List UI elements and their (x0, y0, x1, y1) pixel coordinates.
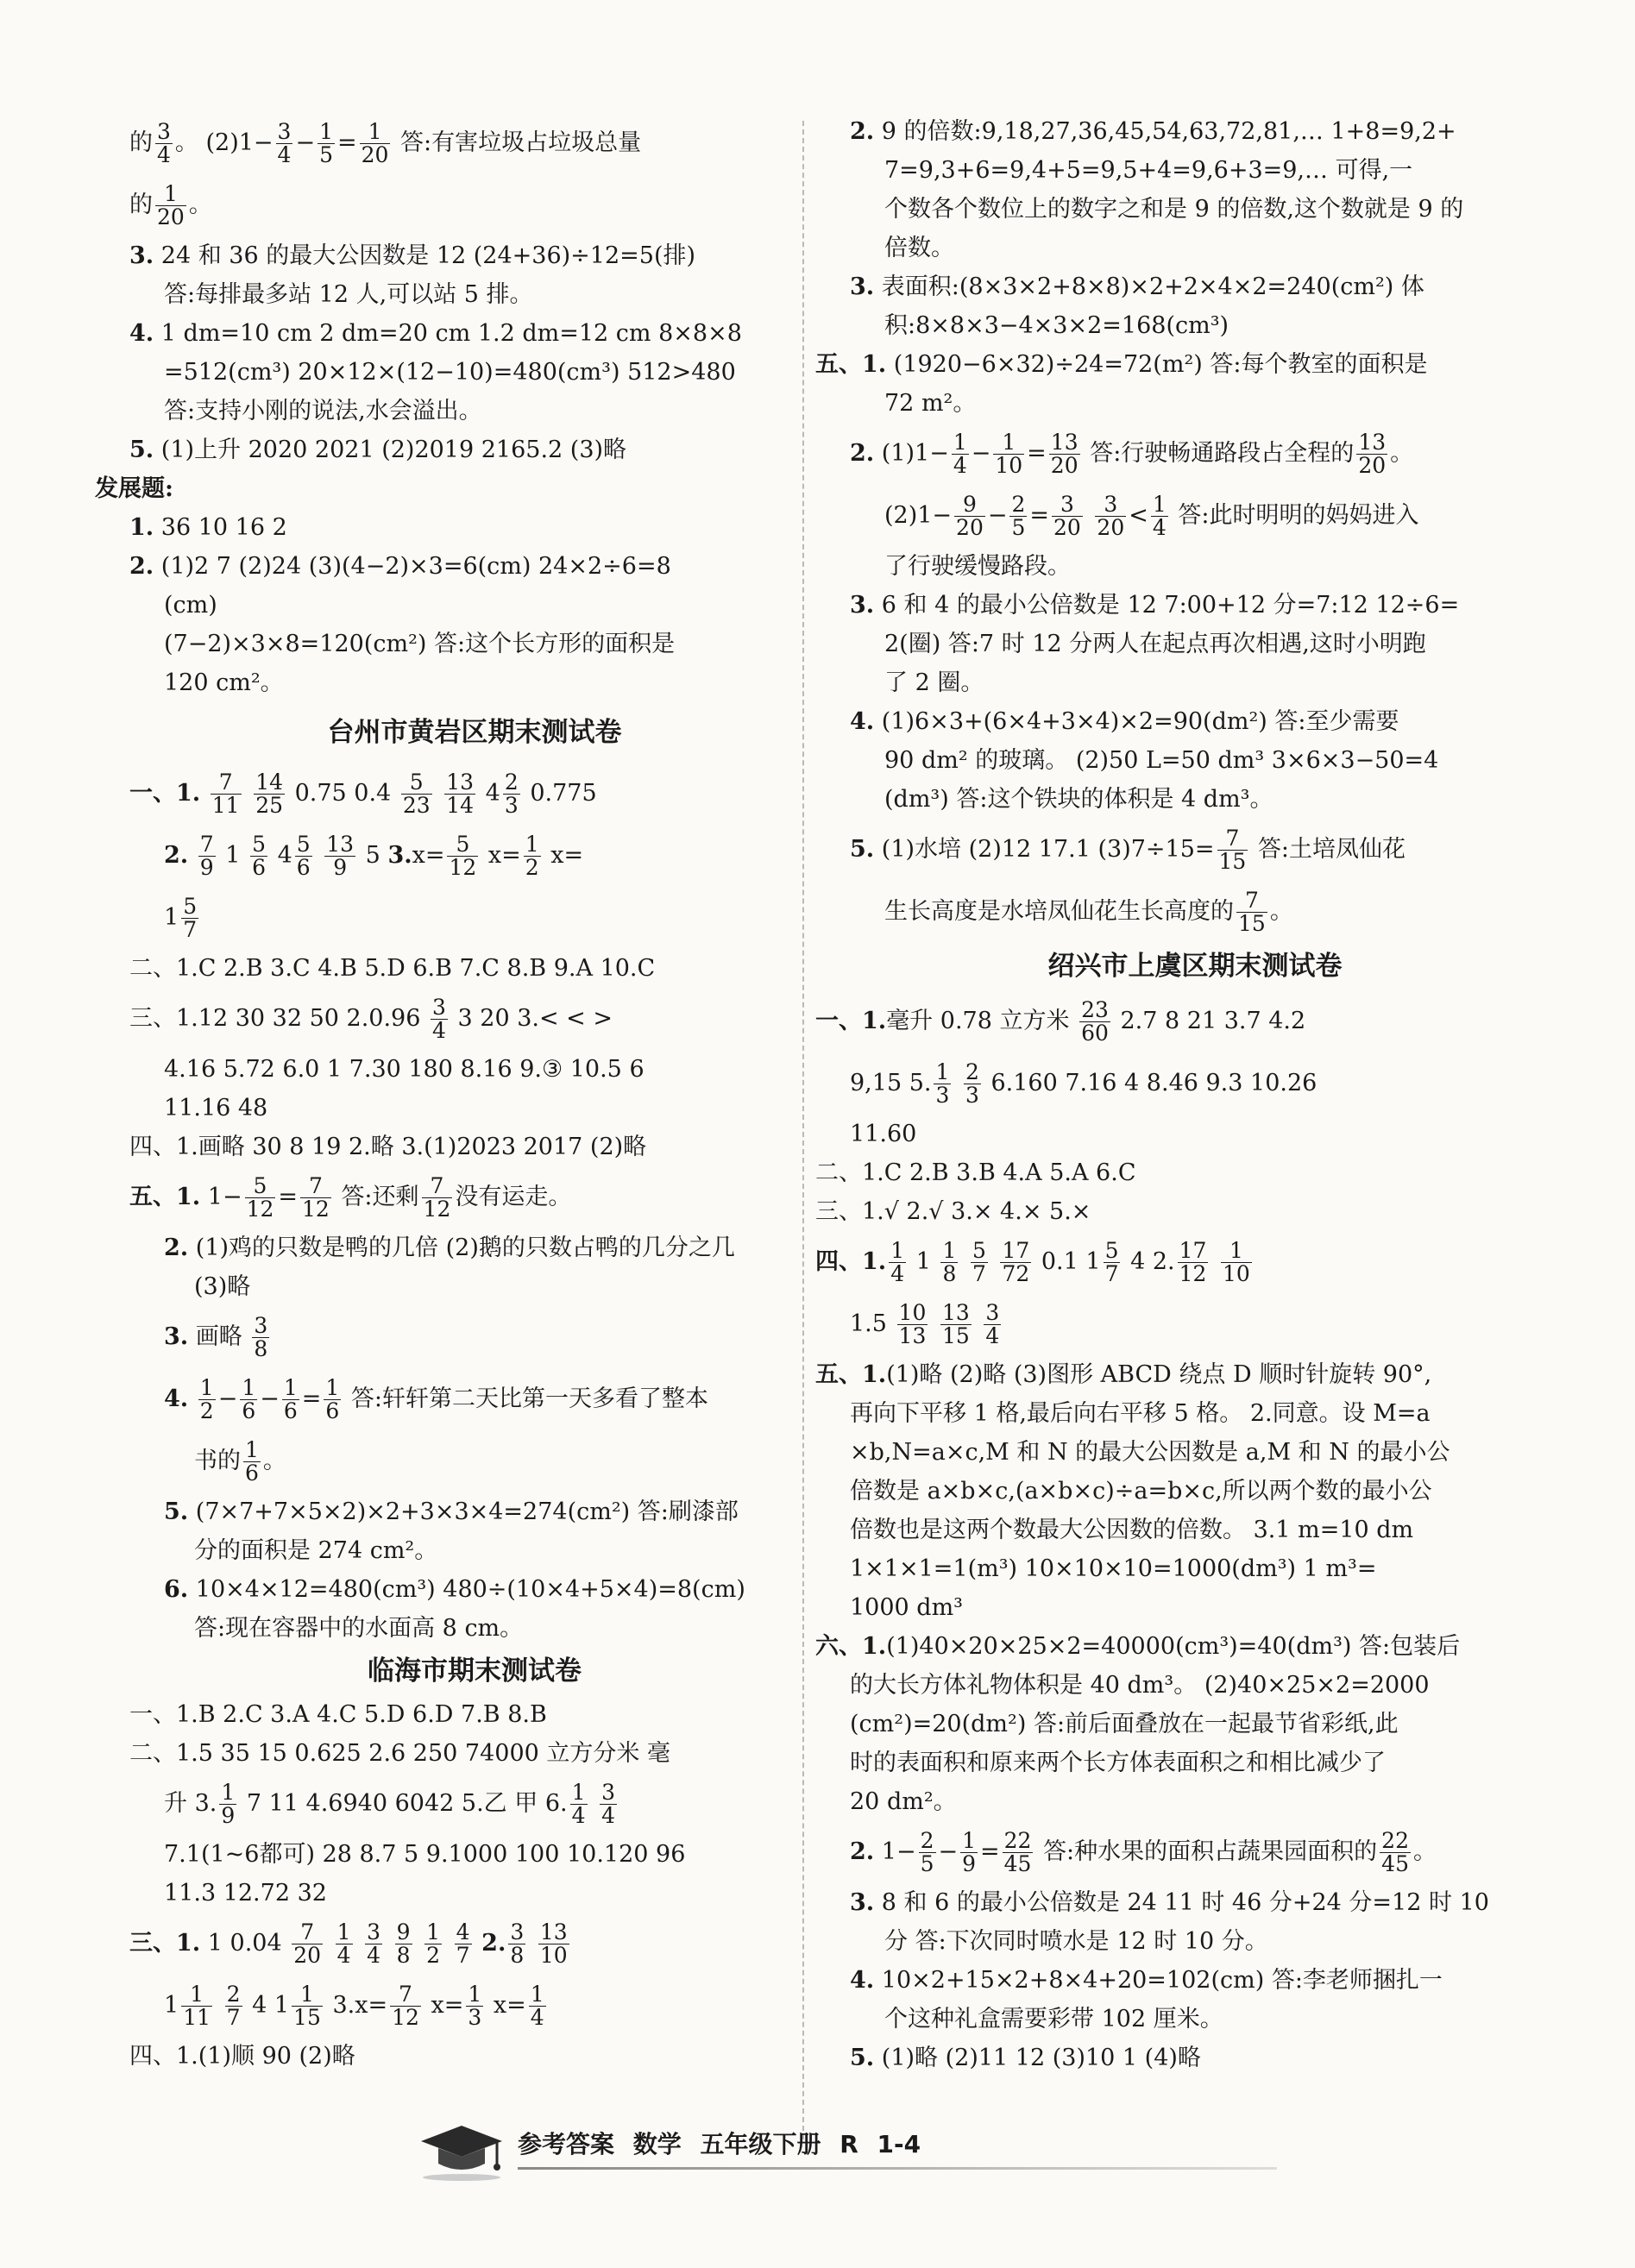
fraction: $\frac{13}{9}$ (326, 831, 355, 880)
fraction: $\frac{13}{15}$ (941, 1299, 970, 1348)
item-number: 2. (850, 440, 875, 467)
fraction: $\frac{5}{23}$ (402, 769, 431, 818)
fraction: $\frac{1}{6}$ (242, 1374, 256, 1423)
answer-line: 2. 9 的倍数:9,18,27,36,45,54,63,72,81,… 1+8=9,2+ (850, 118, 1456, 145)
answer-line (129, 314, 820, 353)
answer-line: 3. 8 和 6 的最小公倍数是 24 11 时 46 分+24 分=12 时 10 (850, 1889, 1489, 1916)
answer-line: 答:支持小刚的说法,水会溢出。 (164, 398, 482, 424)
answer-line: 一、1.B 2.C 3.A 4.C 5.D 6.D 7.B 8.B (129, 1701, 547, 1728)
answer-line: 分 答:下次同时喷水是 12 时 10 分。 (884, 1928, 1268, 1955)
answer-line: 3. 画略 $\frac{3}{8}$ (164, 1312, 268, 1361)
answer-line: 了行驶缓慢路段。 (884, 553, 1071, 580)
answer-line: 四、1. $\frac{1}{4}$ 1 $\frac{1}{8}$ $\frac{5}{7}$ $\frac{17}{72}$ 0.1 1 $\frac{5}{7}$ 4 2. $\frac{17}{12}$ $\frac{1}{10}$ (815, 1237, 1250, 1286)
answer-line: 4. 10×2+15×2+8×4+20=102(cm) 答:李老师捆扎一 (850, 1967, 1443, 1994)
answer-line: 120 cm²。 (164, 669, 284, 696)
answer-line: 积:8×8×3−4×3×2=168(cm³) (884, 312, 1229, 339)
answer-line: 5. (7×7+7×5×2)×2+3×3×4=274(cm²) 答:刷漆部 (164, 1498, 739, 1525)
fraction: $\frac{4}{7}$ (456, 1919, 470, 1968)
fraction: $\frac{1}{3}$ (935, 1059, 950, 1108)
fraction: $\frac{1}{4}$ (1152, 491, 1167, 540)
fraction: $\frac{5}{12}$ (449, 831, 477, 880)
answer-line: (dm³) 答:这个铁块的体积是 4 dm³。 (884, 786, 1273, 813)
answer-line: 6. 10×4×12=480(cm³) 480÷(10×4+5×4)=8(cm) (164, 1576, 745, 1603)
fraction: $\frac{5}{6}$ (252, 831, 266, 880)
fraction: $\frac{1}{11}$ (183, 1981, 211, 2030)
answer-line: 1 $\frac{1}{11}$ $\frac{2}{7}$ 4 1 $\frac{1}{15}$ 3.x= $\frac{7}{12}$ x= $\frac{1}{3}$ x= $\frac{1}{4}$ (164, 1981, 544, 2030)
fraction: $\frac{7}{12}$ (302, 1172, 330, 1222)
answer-line: 倍数。 (884, 235, 954, 261)
answer-line: 1×1×1=1(m³) 10×10×10=1000(dm³) 1 m³= (850, 1555, 1377, 1582)
answer-line: 11.3 12.72 32 (164, 1880, 327, 1907)
answer-line: 1 $\frac{5}{7}$ (164, 893, 198, 942)
fraction: $\frac{1}{2}$ (199, 1374, 214, 1423)
item-number: 1. (129, 514, 154, 541)
answer-line: 4.16 5.72 6.0 1 7.30 180 8.16 9.③ 10.5 6 (164, 1056, 645, 1083)
fraction: $\frac{5}{12}$ (246, 1172, 274, 1222)
fraction: $\frac{1}{4}$ (530, 1981, 544, 2030)
answer-line: (cm) (164, 592, 217, 619)
fraction: $\frac{1}{15}$ (293, 1981, 321, 2030)
answer-line: 20 dm²。 (850, 1788, 957, 1815)
text: 36 10 16 2 (160, 514, 287, 541)
text: 。 (2)1− (174, 129, 274, 156)
answer-line: 4. (1)6×3+(6×4+3×4)×2=90(dm²) 答:至少需要 (850, 708, 1399, 735)
item-number: 五、1. (815, 351, 887, 378)
fraction: $\frac{2}{5}$ (920, 1827, 934, 1876)
item-number: 4. (164, 1385, 189, 1412)
fraction: $\frac{1}{6}$ (245, 1436, 259, 1486)
fraction: $\frac{22}{45}$ (1003, 1827, 1032, 1876)
answer-line: 倍数是 a×b×c,(a×b×c)÷a=b×c,所以两个数的最小公 (850, 1478, 1432, 1505)
answer-line: (3)略 (194, 1273, 251, 1300)
fraction: $\frac{3}{4}$ (157, 118, 171, 167)
fraction: $\frac{7}{15}$ (1218, 825, 1247, 874)
item-number: 5. (850, 2045, 875, 2071)
fraction: $\frac{1}{10}$ (995, 429, 1023, 478)
answer-line: 72 m²。 (884, 390, 977, 417)
fraction: $\frac{1}{3}$ (468, 1981, 482, 2030)
answer-line: 7.1(1~6都可) 28 8.7 5 9.1000 100 10.120 96 (164, 1841, 686, 1868)
item-number: 一、1. (129, 780, 201, 807)
answer-line: (2)1− $\frac{9}{20}$ − $\frac{2}{5}$ = $\frac{3}{20}$ $\frac{3}{20}$ < $\frac{1}{4}$ 答:此时明明的妈妈进入 (884, 491, 1419, 540)
answer-line: 的 $\frac{3}{4}$ 。 (2)1− $\frac{3}{4}$ − $\frac{1}{5}$ = $\frac{1}{20}$ 答:有害垃圾占垃圾总量 (129, 118, 642, 167)
section-label: 发展题: (95, 475, 173, 502)
answer-line: 四、1.(1)顺 90 (2)略 (129, 2043, 355, 2070)
fraction: $\frac{7}{20}$ (293, 1919, 322, 1968)
item-number: 5. (164, 1498, 189, 1525)
fraction: $\frac{3}{4}$ (277, 118, 292, 167)
answer-line: 1000 dm³ (850, 1594, 964, 1621)
fraction: $\frac{1}{5}$ (319, 118, 333, 167)
fraction: $\frac{5}{7}$ (972, 1237, 986, 1286)
fraction: $\frac{1}{6}$ (283, 1374, 298, 1423)
fraction: $\frac{9}{8}$ (396, 1919, 411, 1968)
item-number: 3. (129, 242, 154, 269)
fraction: $\frac{2}{7}$ (226, 1981, 241, 2030)
fraction: $\frac{3}{4}$ (601, 1779, 615, 1828)
answer-line (129, 236, 820, 275)
fraction: $\frac{14}{25}$ (255, 769, 283, 818)
item-number: 5. (850, 836, 875, 863)
item-number: 3. (164, 1323, 189, 1350)
answer-line: 2. 1− $\frac{2}{5}$ − $\frac{1}{9}$ = $\frac{22}{45}$ 答:种水果的面积占蔬果园面积的 $\frac{22}{45}$ 。 (850, 1827, 1437, 1876)
fraction: $\frac{1}{4}$ (571, 1779, 586, 1828)
item-number: 5. (129, 437, 154, 463)
answer-line: 2. (1)鸡的只数是鸭的几倍 (2)鹅的只数占鸭的几分之几 (164, 1235, 735, 1261)
fraction: $\frac{3}{20}$ (1053, 491, 1081, 540)
answer-line: 书的 $\frac{1}{6}$ 。 (194, 1436, 286, 1486)
answer-line: ×b,N=a×c,M 和 N 的最大公因数是 a,M 和 N 的最小公 (850, 1439, 1450, 1466)
fraction: $\frac{7}{12}$ (392, 1981, 419, 2030)
fraction: $\frac{5}{6}$ (296, 831, 311, 880)
answer-line: 个这种礼盒需要彩带 102 厘米。 (884, 2006, 1223, 2032)
item-number: 4. (850, 1967, 875, 1994)
answer-line: 五、1. (1920−6×32)÷24=72(m²) 答:每个教室的面积是 (815, 351, 1428, 378)
graduation-cap-icon (414, 2115, 509, 2184)
answer-line: 答:每排最多站 12 人,可以站 5 排。 (164, 281, 533, 308)
fraction: $\frac{13}{20}$ (1358, 429, 1387, 478)
answer-line: 分的面积是 274 cm²。 (194, 1537, 438, 1564)
answer-line: 升 3. $\frac{1}{9}$ 7 11 4.6940 6042 5.乙 甲 6. $\frac{1}{4}$ $\frac{3}{4}$ (164, 1779, 615, 1828)
fraction: $\frac{1}{9}$ (221, 1779, 236, 1828)
right-column (815, 112, 1540, 2077)
section-heading: 台州市黄岩区期末测试卷 (327, 717, 622, 748)
answer-line: 11.16 48 (164, 1095, 268, 1121)
item-number: 3. (850, 1889, 875, 1916)
fraction: $\frac{7}{9}$ (199, 831, 214, 880)
fraction: $\frac{9}{20}$ (956, 491, 984, 540)
fraction: $\frac{1}{2}$ (525, 831, 539, 880)
item-number: 五、1. (815, 1361, 887, 1388)
answer-line: 个数各个数位上的数字之和是 9 的倍数,这个数就是 9 的 (884, 196, 1464, 223)
fraction: $\frac{3}{4}$ (367, 1919, 381, 1968)
fraction: $\frac{3}{8}$ (510, 1919, 525, 1968)
fraction: $\frac{3}{8}$ (254, 1312, 268, 1361)
answer-line: 二、1.C 2.B 3.C 4.B 5.D 6.B 7.C 8.B 9.A 10.C (129, 955, 656, 982)
answer-line: 2. (1)1− $\frac{1}{4}$ − $\frac{1}{10}$ = $\frac{13}{20}$ 答:行驶畅通路段占全程的 $\frac{13}{20}$ 。 (850, 429, 1414, 478)
answer-line: 答:现在容器中的水面高 8 cm。 (194, 1615, 524, 1642)
answer-line: 90 dm² 的玻璃。 (2)50 L=50 dm³ 3×6×3−50=4 (884, 747, 1439, 774)
fraction: $\frac{3}{20}$ (1097, 491, 1125, 540)
answer-line: (cm²)=20(dm²) 答:前后面叠放在一起最节省彩纸,此 (850, 1711, 1399, 1737)
answer-line (129, 430, 820, 469)
answer-line: 5. (1)水培 (2)12 17.1 (3)7÷15= $\frac{7}{15}$ 答:土培凤仙花 (850, 825, 1406, 874)
fraction: $\frac{1}{4}$ (890, 1237, 905, 1286)
item-number: 2. (129, 553, 154, 580)
answer-line: 倍数也是这两个数最大公因数的倍数。 3.1 m=10 dm (850, 1517, 1414, 1543)
fraction: $\frac{2}{3}$ (965, 1059, 979, 1108)
fraction: $\frac{5}{7}$ (183, 893, 198, 942)
text: (1)2 7 (2)24 (3)(4−2)×3=6(cm) 24×2÷6=8 (160, 553, 671, 580)
fraction: $\frac{1}{20}$ (157, 180, 185, 229)
item-number: 3. (387, 842, 412, 869)
answer-line: (7−2)×3×8=120(cm²) 答:这个长方形的面积是 (164, 631, 676, 657)
item-number: 3. (850, 273, 875, 300)
left-column (95, 112, 820, 2076)
answer-line: 三、1.√ 2.√ 3.× 4.× 5.× (815, 1198, 1091, 1225)
item-number: 4. (850, 708, 875, 735)
text: 24 和 36 的最大公因数是 12 (24+36)÷12=5(排) (160, 242, 696, 269)
answer-line: =512(cm³) 20×12×(12−10)=480(cm³) 512>480 (164, 359, 736, 386)
answer-line: 7=9,3+6=9,4+5=9,5+4=9,6+3=9,… 可得,一 (884, 157, 1413, 184)
fraction: $\frac{2}{5}$ (1011, 491, 1026, 540)
item-number: 三、1. (129, 1930, 201, 1957)
text: (1)上升 2020 2021 (2)2019 2165.2 (3)略 (160, 437, 627, 463)
footer-rule (518, 2167, 1277, 2170)
answer-line: 一、1. $\frac{7}{11}$ $\frac{14}{25}$ 0.75 0.4 $\frac{5}{23}$ $\frac{13}{14}$ 4 $\frac{2}{3}$ 0.775 (129, 769, 597, 818)
answer-line: 五、1.(1)略 (2)略 (3)图形 ABCD 绕点 D 顺时针旋转 90°, (815, 1361, 1432, 1388)
section-heading: 绍兴市上虞区期末测试卷 (1047, 951, 1343, 982)
fraction: $\frac{17}{72}$ (1002, 1237, 1030, 1286)
item-number: 一、1. (815, 1008, 887, 1034)
fraction: $\frac{13}{20}$ (1050, 429, 1078, 478)
answer-line: 5. (1)略 (2)11 12 (3)10 1 (4)略 (850, 2045, 1201, 2071)
item-number: 六、1. (815, 1633, 887, 1660)
answer-line: 四、1.画略 30 8 19 2.略 3.(1)2023 2017 (2)略 (129, 1134, 647, 1160)
answer-line: 9,15 5. $\frac{1}{3}$ $\frac{2}{3}$ 6.160 7.16 4 8.46 9.3 10.26 (850, 1059, 1317, 1108)
column-divider (802, 121, 804, 2139)
fraction: $\frac{2}{3}$ (504, 769, 519, 818)
answer-line: 3. 6 和 4 的最小公倍数是 12 7:00+12 分=7:12 12÷6= (850, 592, 1460, 619)
footer-text: 参考答案 数学 五年级下册 R 1-4 (518, 2130, 921, 2158)
fraction: $\frac{1}{8}$ (942, 1237, 957, 1286)
answer-line: 的大长方体礼物体积是 40 dm³。 (2)40×25×2=2000 (850, 1672, 1430, 1699)
item-number: 2. (164, 842, 189, 869)
answer-line: 五、1. 1− $\frac{5}{12}$ = $\frac{7}{12}$ 答:还剩 $\frac{7}{12}$ 没有运走。 (129, 1172, 572, 1222)
fraction: $\frac{1}{9}$ (962, 1827, 977, 1876)
item-number: 五、1. (129, 1184, 201, 1210)
fraction: $\frac{1}{20}$ (361, 118, 389, 167)
item-number: 2. (850, 118, 875, 145)
fraction: $\frac{23}{60}$ (1081, 996, 1109, 1046)
fraction: $\frac{13}{14}$ (446, 769, 475, 818)
text: 1 dm=10 cm 2 dm=20 cm 1.2 dm=12 cm 8×8×8 (160, 320, 742, 347)
item-number: 2. (164, 1235, 189, 1261)
answer-line: 4. $\frac{1}{2}$ − $\frac{1}{6}$ − $\frac{1}{6}$ = $\frac{1}{6}$ 答:轩轩第二天比第一天多看了整本 (164, 1374, 708, 1423)
answer-line: 时的表面积和原来两个长方体表面积之和相比减少了 (850, 1750, 1386, 1776)
answer-line (129, 508, 820, 547)
answer-line: 三、1.12 30 32 50 2.0.96 $\frac{3}{4}$ 3 20 3.< < > (129, 994, 613, 1043)
item-number: 4. (129, 320, 154, 347)
answer-line: 二、1.5 35 15 0.625 2.6 250 74000 立方分米 毫 (129, 1740, 670, 1767)
answer-line: 2(圈) 答:7 时 12 分两人在起点再次相遇,这时小明跑 (884, 631, 1426, 657)
answer-line: 再向下平移 1 格,最后向右平移 5 格。 2.同意。设 M=a (850, 1400, 1431, 1427)
text: 答:有害垃圾占垃圾总量 (400, 129, 642, 156)
fraction: $\frac{1}{6}$ (325, 1374, 340, 1423)
fraction: $\frac{3}{4}$ (985, 1299, 1000, 1348)
fraction: $\frac{1}{4}$ (953, 429, 967, 478)
fraction: $\frac{7}{12}$ (423, 1172, 451, 1222)
fraction: $\frac{7}{11}$ (211, 769, 240, 818)
item-number: 6. (164, 1576, 189, 1603)
fraction: $\frac{22}{45}$ (1381, 1827, 1409, 1876)
item-number: 3. (850, 592, 875, 619)
fraction: $\frac{1}{4}$ (336, 1919, 351, 1968)
answer-line: 生长高度是水培凤仙花生长高度的 $\frac{7}{15}$ 。 (884, 887, 1293, 936)
section-heading: 临海市期末测试卷 (368, 1655, 582, 1687)
answer-line: 1.5 $\frac{10}{13}$ $\frac{13}{15}$ $\frac{3}{4}$ (850, 1299, 1000, 1348)
item-number: 四、1. (815, 1248, 887, 1275)
answer-line: 二、1.C 2.B 3.B 4.A 5.A 6.C (815, 1159, 1136, 1186)
answer-line (129, 547, 820, 586)
fraction: $\frac{7}{15}$ (1238, 887, 1266, 936)
fraction: $\frac{3}{4}$ (432, 994, 446, 1043)
fraction: $\frac{10}{13}$ (898, 1299, 927, 1348)
text: 的 (129, 129, 153, 156)
answer-line: 11.60 (850, 1121, 917, 1147)
answer-line: 三、1. 1 0.04 $\frac{7}{20}$ $\frac{1}{4}$ $\frac{3}{4}$ $\frac{9}{8}$ $\frac{1}{2}$ $\frac{4}{7}$ 2. $\frac{3}{8}$ $\frac{13}{10}$ (129, 1919, 568, 1968)
fraction: $\frac{13}{10}$ (539, 1919, 568, 1968)
answer-line: 了 2 圈。 (884, 669, 984, 696)
answer-line: 一、1.毫升 0.78 立方米 $\frac{23}{60}$ 2.7 8 21 3.7 4.2 (815, 996, 1306, 1046)
answer-line: 六、1.(1)40×20×25×2=40000(cm³)=40(dm³) 答:包装后 (815, 1633, 1461, 1660)
answer-line: 2. $\frac{7}{9}$ 1 $\frac{5}{6}$ 4 $\frac{5}{6}$ $\frac{13}{9}$ 5 3.x= $\frac{5}{12}$ x= $\frac{1}{2}$ x= (164, 831, 584, 880)
answer-line: 的 $\frac{1}{20}$ 。 (129, 180, 212, 229)
fraction: $\frac{1}{2}$ (426, 1919, 441, 1968)
item-number: 2. (850, 1838, 875, 1865)
fraction: $\frac{1}{10}$ (1223, 1237, 1250, 1286)
page-footer (414, 2115, 1277, 2184)
fraction: $\frac{17}{12}$ (1179, 1237, 1207, 1286)
fraction: $\frac{5}{7}$ (1104, 1237, 1119, 1286)
answer-line: 3. 表面积:(8×3×2+8×8)×2+2×4×2=240(cm²) 体 (850, 273, 1424, 300)
